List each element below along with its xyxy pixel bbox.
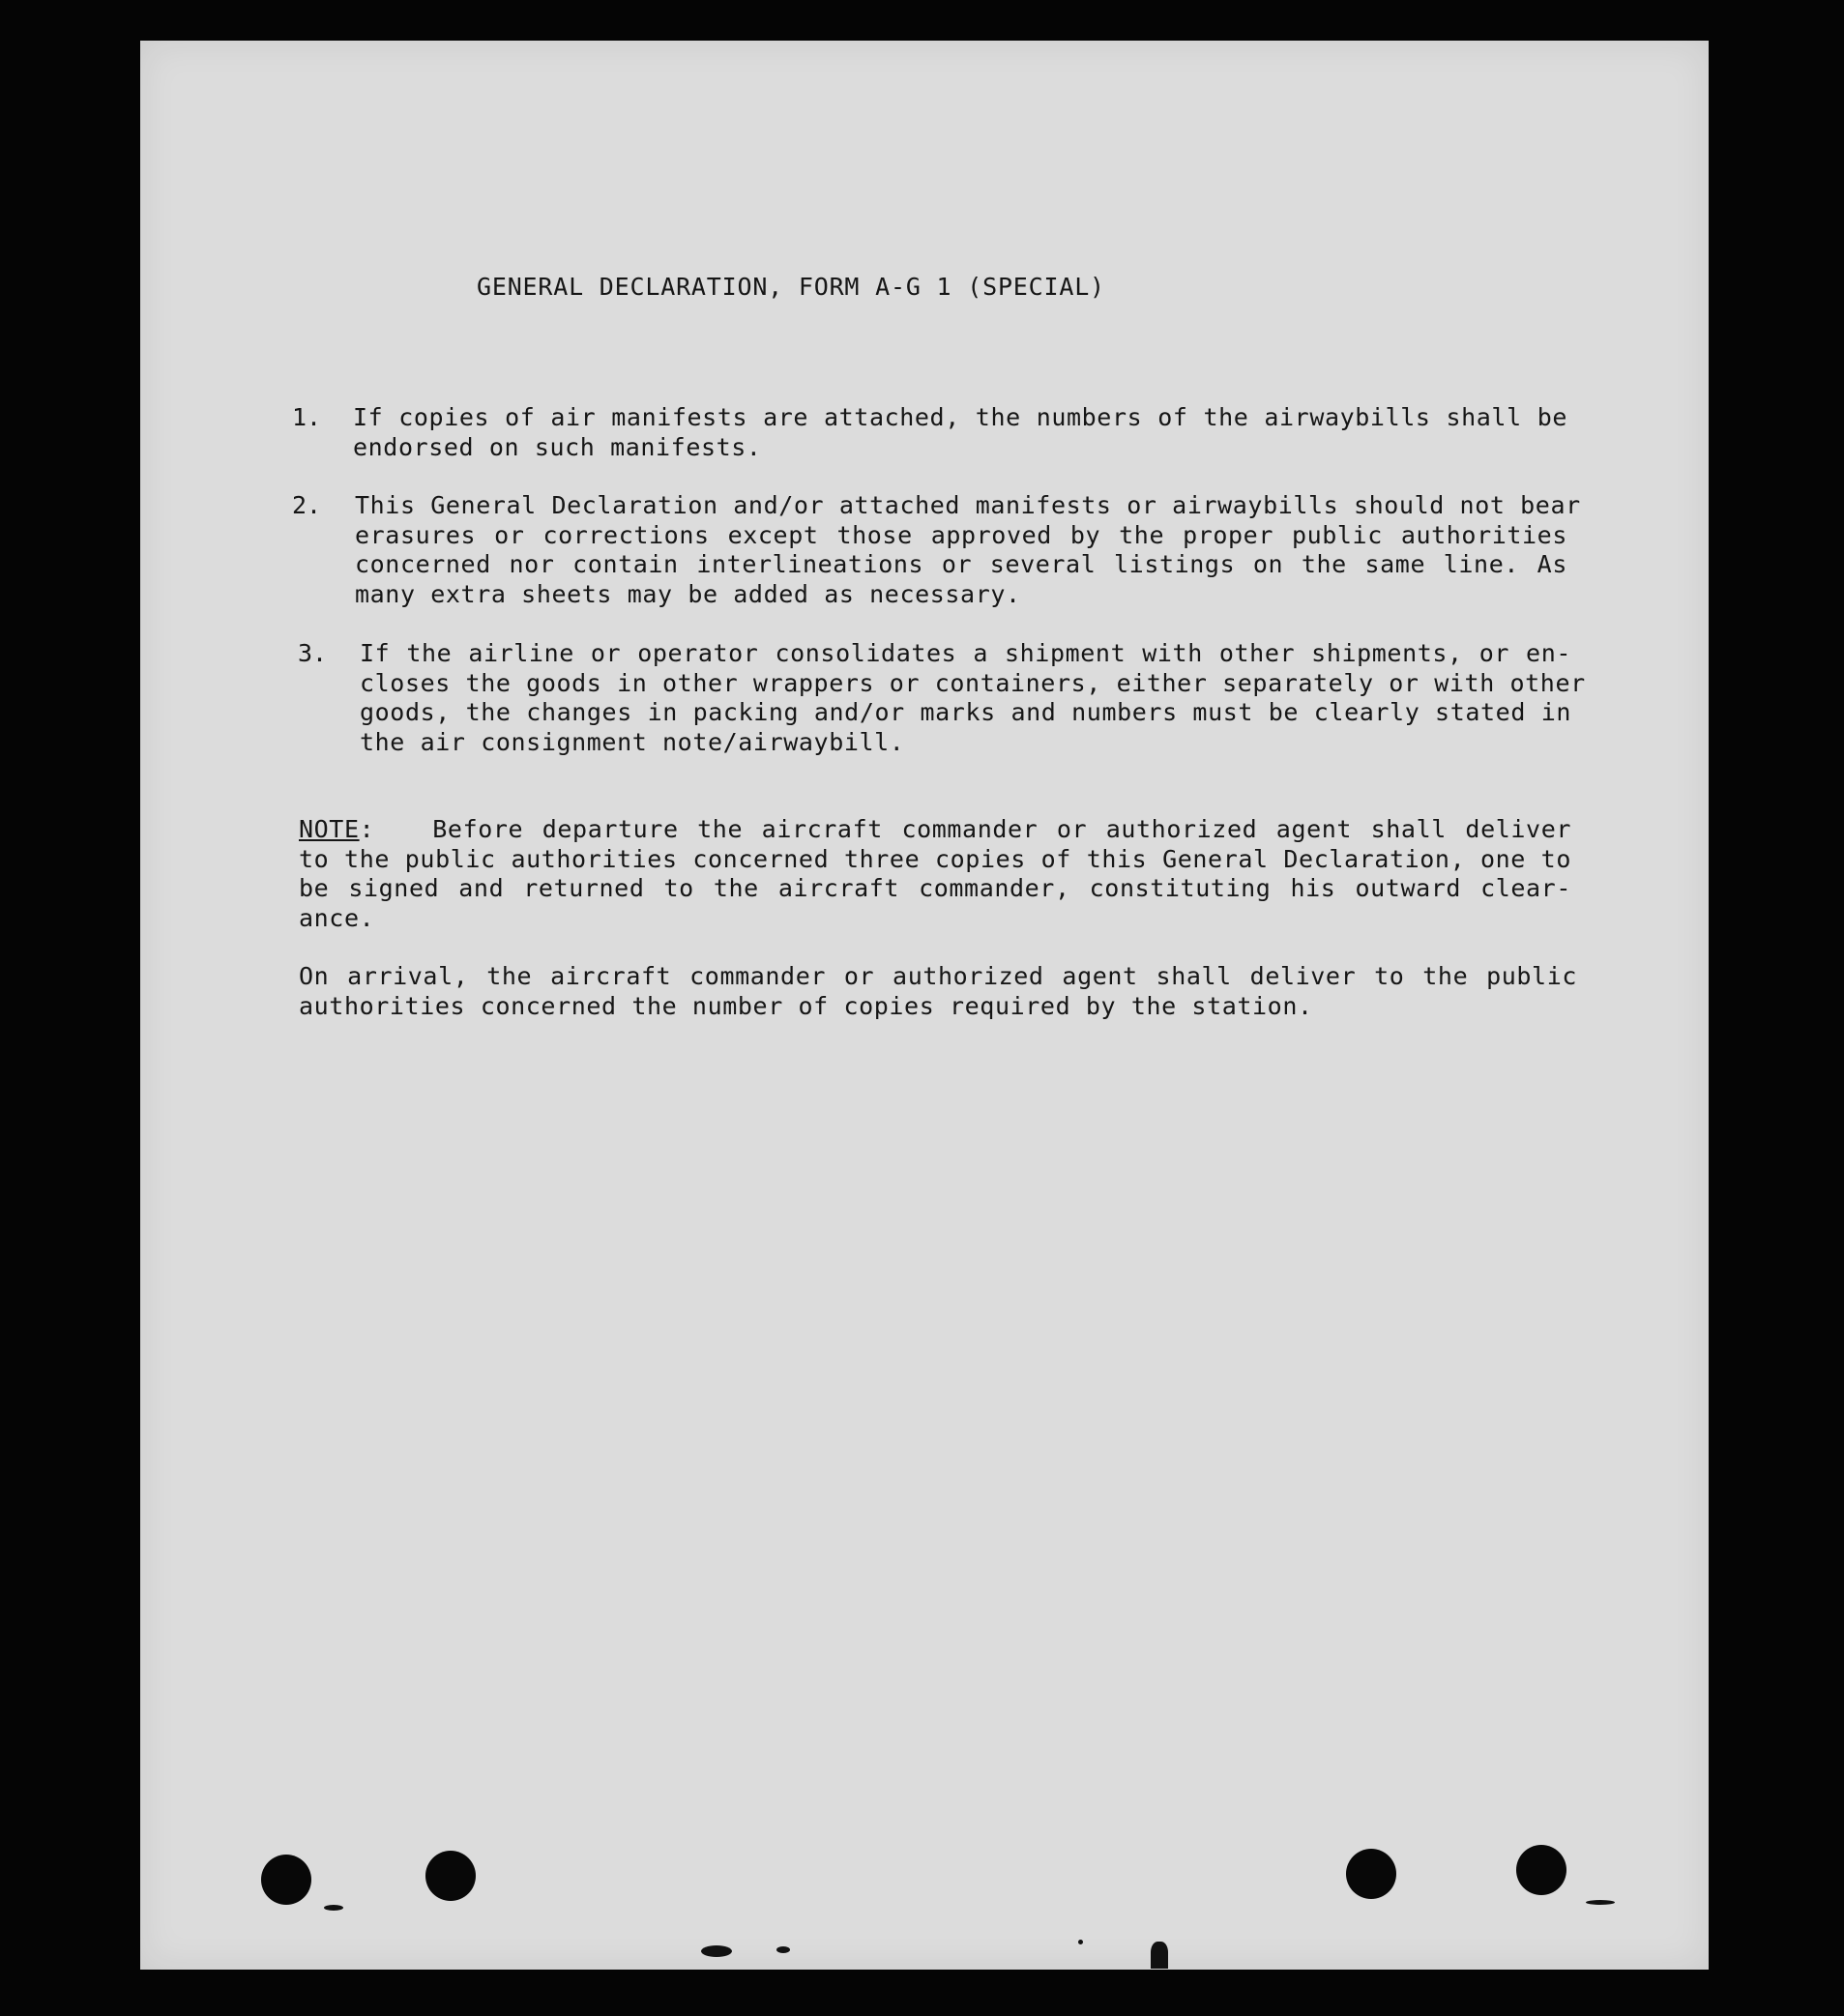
- arrival-line: On arrival, the aircraft commander or authorized agent shall deliver to the public: [299, 962, 1577, 990]
- item-line: the air consignment note/airwaybill.: [360, 727, 905, 756]
- list-item: [360, 639, 1586, 757]
- note-label: NOTE: [299, 815, 360, 843]
- item-line: endorsed on such manifests.: [353, 432, 762, 461]
- item-number: 1.: [292, 403, 322, 431]
- note-paragraph: [299, 815, 1571, 933]
- note-colon: :: [359, 815, 375, 843]
- punch-hole: [1346, 1849, 1396, 1899]
- ink-speck: [1151, 1942, 1168, 1969]
- punch-hole: [425, 1851, 476, 1901]
- ink-speck: [776, 1946, 790, 1953]
- item-line: closes the goods in other wrappers or containers, either separately or with other: [360, 668, 1586, 697]
- item-line: concerned nor contain interlineations or several listings on the same line. As: [355, 550, 1567, 578]
- ink-speck: [701, 1945, 732, 1957]
- list-item: [353, 403, 1567, 462]
- note-first-line: [299, 815, 1571, 845]
- ink-speck: [1078, 1940, 1083, 1944]
- item-line: many extra sheets may be added as necessary.: [355, 579, 1021, 608]
- item-line: This General Declaration and/or attached manifests or airwaybills should not bear: [355, 491, 1581, 519]
- ink-speck: [1586, 1900, 1615, 1905]
- item-line: goods, the changes in packing and/or marks and numbers must be clearly stated in: [360, 698, 1571, 726]
- arrival-line: authorities concerned the number of copies required by the station.: [299, 991, 1313, 1020]
- list-item: [355, 491, 1581, 609]
- item-number: 2.: [292, 491, 322, 519]
- item-number: 3.: [298, 639, 328, 667]
- ink-speck: [324, 1905, 343, 1911]
- punch-hole: [261, 1855, 311, 1905]
- note-line: ance.: [299, 903, 375, 932]
- note-line: to the public authorities concerned three copies of this General Declaration, one to: [299, 844, 1571, 873]
- punch-hole: [1516, 1845, 1566, 1895]
- item-line: If the airline or operator consolidates a shipment with other shipments, or en-: [360, 639, 1571, 667]
- arrival-paragraph: [299, 962, 1577, 1021]
- item-line: If copies of air manifests are attached, the numbers of the airwaybills shall be: [353, 403, 1567, 431]
- item-line: erasures or corrections except those approved by the proper public authorities: [355, 520, 1567, 549]
- document-title: GENERAL DECLARATION, FORM A-G 1 (SPECIAL): [477, 273, 1105, 301]
- note-line: Before departure the aircraft commander or authorized agent shall deliver: [432, 815, 1571, 843]
- note-line: be signed and returned to the aircraft commander, constituting his outward clear-: [299, 874, 1571, 902]
